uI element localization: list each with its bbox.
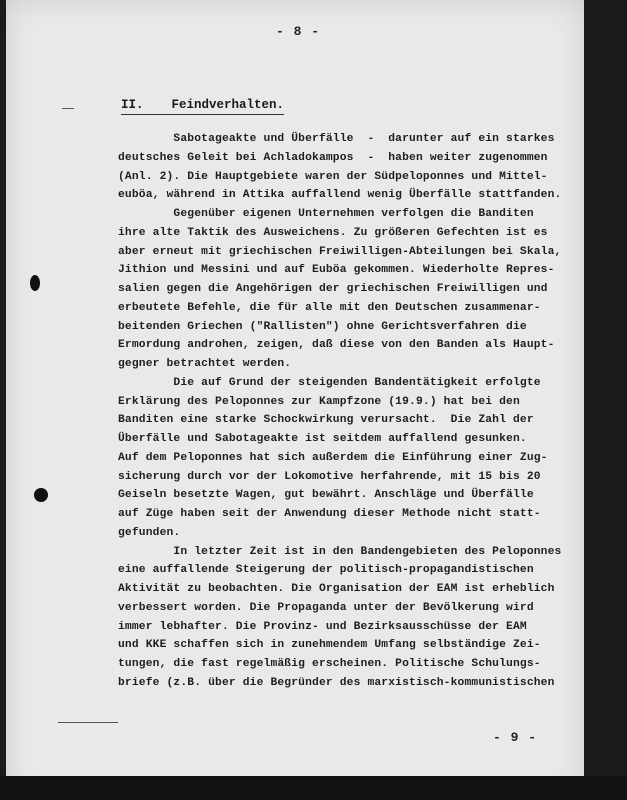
- text-line: auf Züge haben seit der Anwendung dieser Methode nicht statt-: [118, 508, 541, 520]
- text-line: erbeutete Befehle, die für alle mit den Deutschen zusammenar-: [118, 301, 541, 314]
- text-line: Aktivität zu beobachten. Die Organisation der EAM ist erheblich: [118, 583, 555, 595]
- text-line: (Anl. 2). Die Hauptgebiete waren der Südpeloponnes und Mittel-: [118, 170, 548, 183]
- section-title: Feindverhalten.: [171, 98, 285, 112]
- text-line: Erklärung des Peloponnes zur Kampfzone (19.9.) hat bei den: [118, 395, 520, 408]
- text-line: Gegenüber eigenen Unternehmen verfolgen die Banditen: [118, 208, 534, 220]
- text-line: beitenden Griechen ("Rallisten") ohne Gerichtsverfahren die: [118, 320, 527, 333]
- text-line: Geiseln besetzte Wagen, gut bewährt. Anschläge und Überfälle: [118, 489, 534, 502]
- text-line: und KKE schaffen sich in zunehmendem Umfang selbständige Zei-: [118, 639, 541, 652]
- text-line: Banditen eine starke Schockwirkung verursacht. Die Zahl der: [118, 414, 534, 427]
- text-line: sicherung durch vor der Lokomotive herfahrende, mit 15 bis 20: [118, 470, 541, 483]
- punch-hole-top: [30, 275, 40, 291]
- text-line: verbessert worden. Die Propaganda unter der Bevölkerung wird: [118, 601, 534, 614]
- text-line: gefunden.: [118, 526, 181, 539]
- text-line: Auf dem Peloponnes hat sich außerdem die Einführung einer Zug-: [118, 451, 548, 464]
- text-line: Überfälle und Sabotageakte ist seitdem auffallend gesunken.: [118, 433, 527, 445]
- body-text: [118, 130, 566, 693]
- text-line: eine auffallende Steigerung der politisch-propagandistischen: [118, 564, 534, 577]
- scan-border-right: [584, 0, 627, 800]
- text-line: ihre alte Taktik des Ausweichens. Zu größeren Gefechten ist es: [118, 226, 548, 239]
- text-line: euböa, während in Attika auffallend wenig Überfälle stattfanden.: [118, 189, 562, 202]
- page-number-bottom: - 9 -: [493, 730, 538, 745]
- section-number: II.: [121, 98, 144, 112]
- text-line: In letzter Zeit ist in den Bandengebieten des Peloponnes: [118, 545, 562, 558]
- text-line: Ermordung androhen, zeigen, daß diese von den Banden als Haupt-: [118, 339, 555, 352]
- text-line: Jithion und Messini und auf Euböa gekommen. Wiederholte Repres-: [118, 264, 555, 277]
- punch-hole-bottom: [34, 488, 48, 502]
- page-number-top: - 8 -: [276, 24, 321, 39]
- text-line: immer lebhafter. Die Provinz- und Bezirksausschüsse der EAM: [118, 620, 527, 633]
- text-line: gegner betrachtet werden.: [118, 358, 292, 370]
- text-line: deutsches Geleit bei Achladokampos - haben weiter zugenommen: [118, 151, 548, 164]
- section-heading: [121, 98, 284, 115]
- text-line: salien gegen die Angehörigen der griechischen Freiwilligen und: [118, 283, 548, 295]
- text-line: tungen, die fast regelmäßig erscheinen. Politische Schulungs-: [118, 658, 541, 670]
- margin-mark: [58, 722, 118, 723]
- text-line: aber erneut mit griechischen Freiwilligen-Abteilungen bei Skala,: [118, 245, 562, 258]
- text-line: briefe (z.B. über die Begründer des marxistisch-kommunistischen: [118, 676, 555, 689]
- margin-mark: [62, 108, 74, 109]
- scan-border-bottom: [0, 776, 627, 800]
- text-line: Die auf Grund der steigenden Bandentätigkeit erfolgte: [118, 376, 541, 389]
- text-line: Sabotageakte und Überfälle - darunter auf ein starkes: [118, 133, 555, 145]
